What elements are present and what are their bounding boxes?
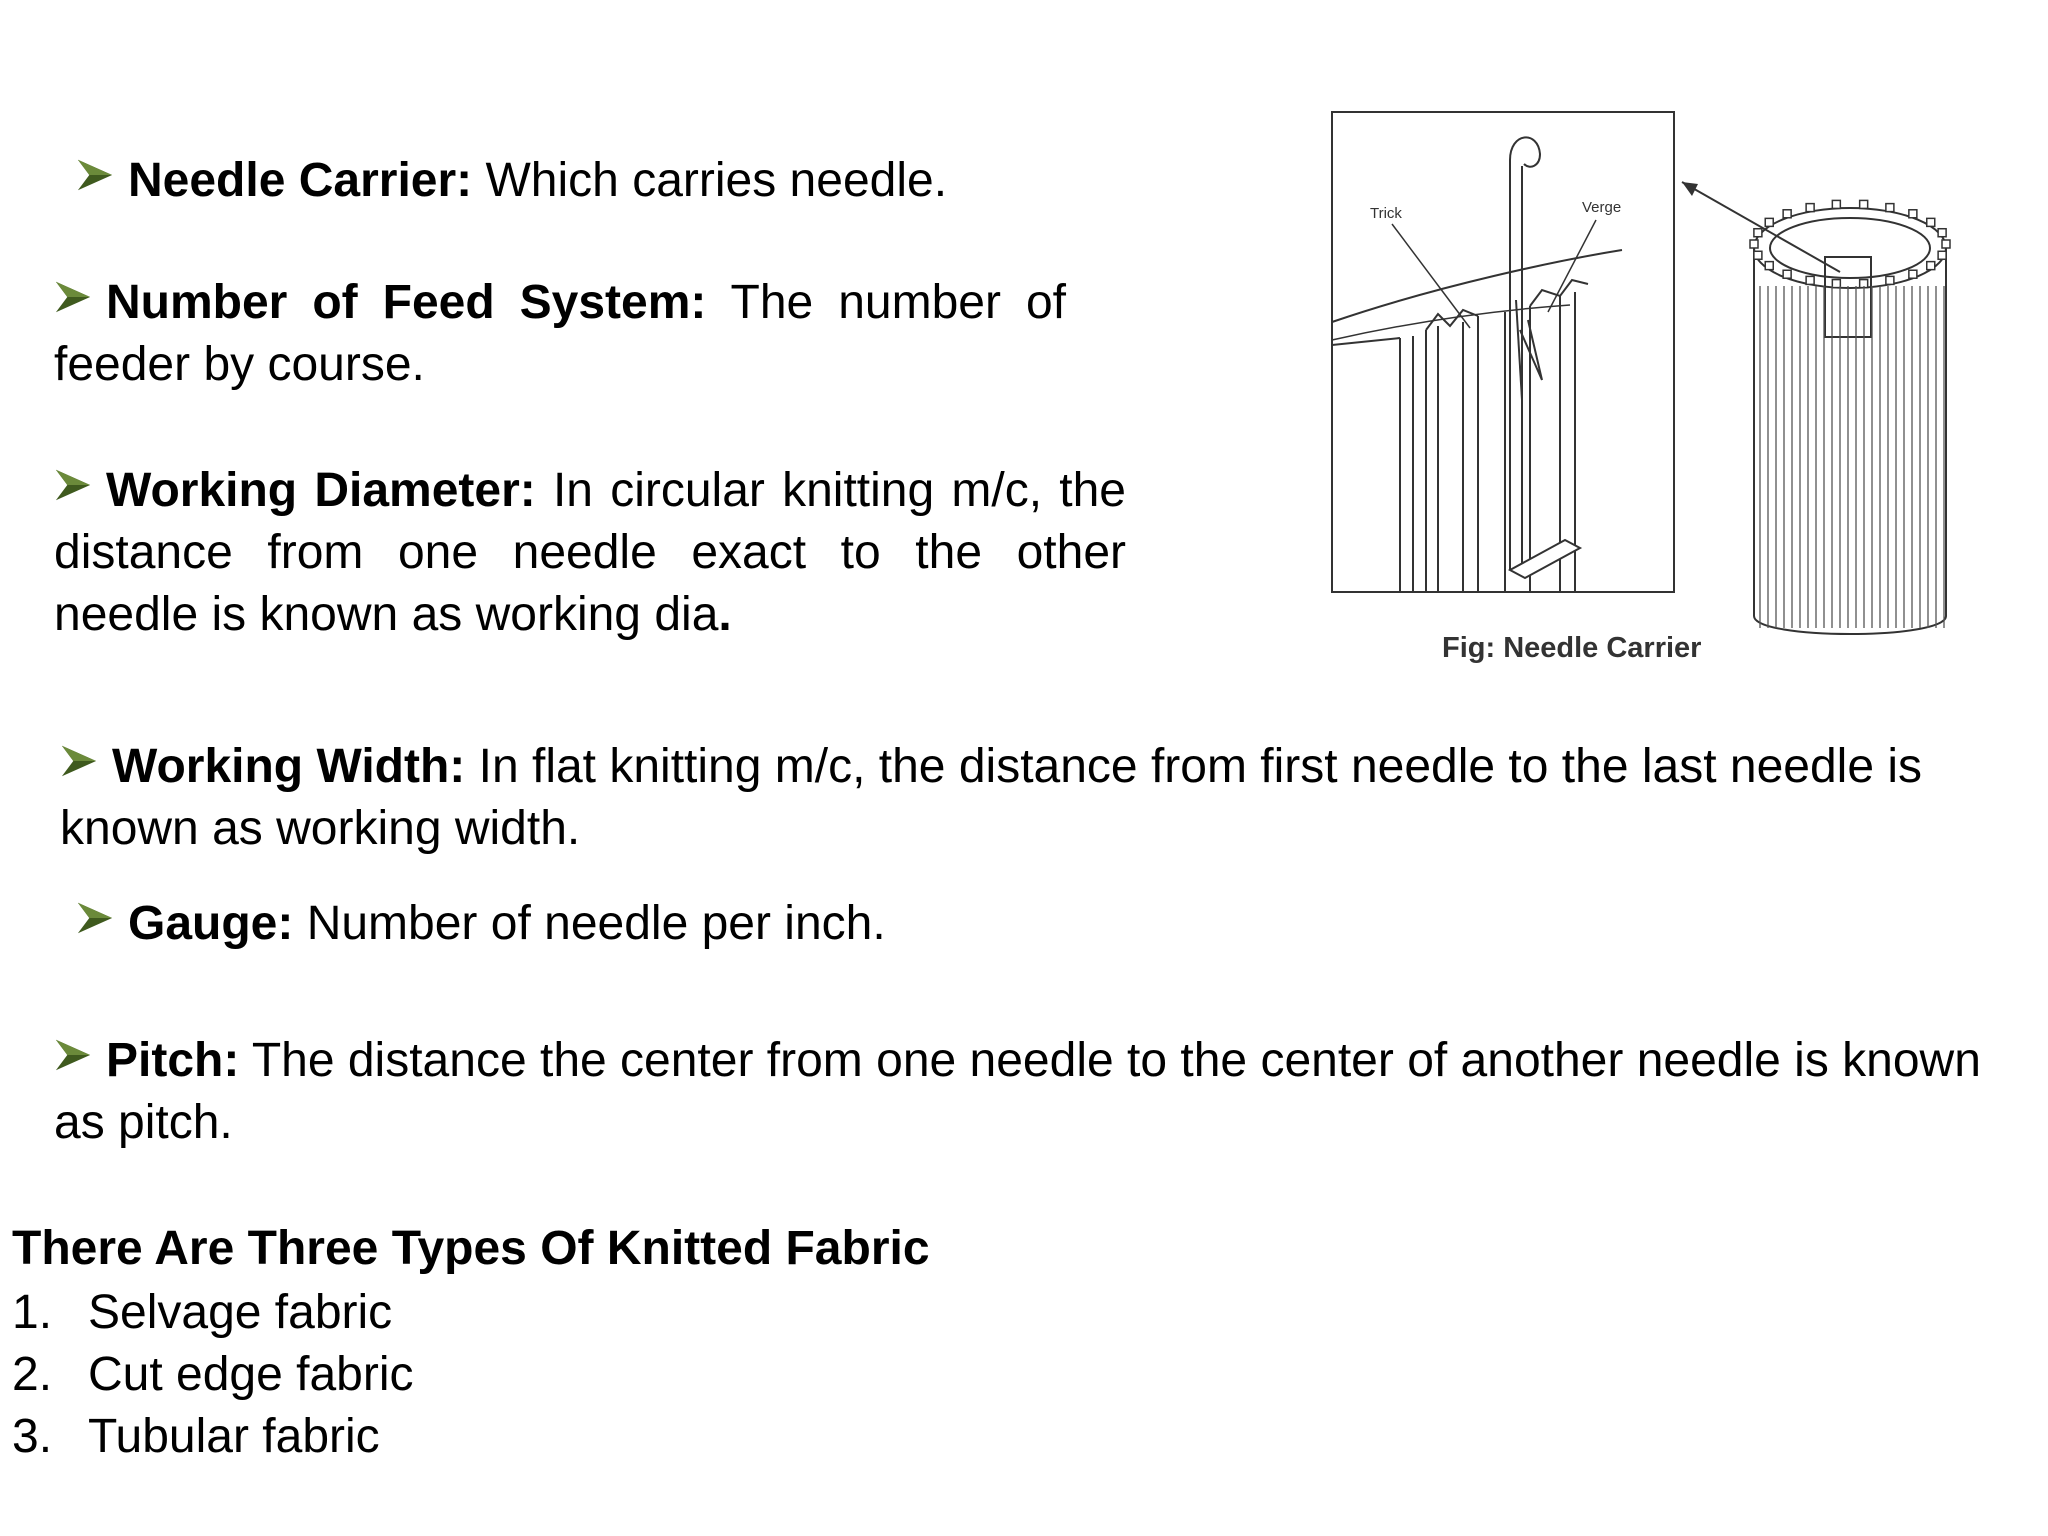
definition-pitch <box>54 1030 2014 1154</box>
definition-working-width <box>60 736 2040 860</box>
definition-term: Working Diameter: <box>106 464 536 517</box>
list-number: 2. <box>12 1348 53 1401</box>
types-heading: There Are Three Types Of Knitted Fabric <box>12 1222 930 1275</box>
definition-text: The distance the center from one needle to the center of another needle is known as pitch. <box>54 1034 1981 1149</box>
arrow-bullet-icon <box>76 899 114 937</box>
cylinder-tooth <box>1765 218 1773 226</box>
cylinder-tooth <box>1886 276 1894 284</box>
arrow-bullet-icon <box>54 1036 92 1074</box>
list-item <box>12 1282 414 1344</box>
definition-feed-system <box>54 272 1066 396</box>
cylinder-tooth <box>1938 229 1946 237</box>
definition-text: In circular knitting m/c, the distance from one needle exact to the other needle is known as working dia <box>54 464 1127 641</box>
cylinder-tooth <box>1909 270 1917 278</box>
list-label: Cut edge fabric <box>88 1348 414 1401</box>
arrow-bullet-icon <box>54 278 92 316</box>
definition-text: Number of needle per inch. <box>293 897 886 950</box>
cylinder-tooth <box>1927 262 1935 270</box>
definition-term: Working Width: <box>112 740 466 793</box>
cylinder-tooth <box>1860 200 1868 208</box>
arrow-bullet-icon <box>60 742 98 780</box>
cylinder-tooth <box>1832 200 1840 208</box>
definition-term: Needle Carrier: <box>128 154 473 207</box>
cylinder-tooth <box>1806 276 1814 284</box>
cylinder-tooth <box>1765 262 1773 270</box>
arrow-bullet-icon <box>54 466 92 504</box>
list-number: 3. <box>12 1410 53 1463</box>
definition-text: The number of feeder by course. <box>54 276 1066 391</box>
cylinder-tooth <box>1754 251 1762 259</box>
cylinder-tooth <box>1806 204 1814 212</box>
cylinder-tooth <box>1783 210 1791 218</box>
cylinder-tooth <box>1783 270 1791 278</box>
definition-term: Number of Feed System: <box>106 276 707 329</box>
cylinder-tooth <box>1750 240 1758 248</box>
cylinder-tooth <box>1942 240 1950 248</box>
figure-label-trick: Trick <box>1370 205 1402 222</box>
cylinder-tooth <box>1832 280 1840 288</box>
definition-text: Which carries needle. <box>472 154 948 207</box>
types-list <box>12 1282 414 1468</box>
cylinder-tooth <box>1927 218 1935 226</box>
definition-gauge <box>76 893 1276 955</box>
definition-working-diameter <box>54 460 1126 646</box>
list-number: 1. <box>12 1286 53 1339</box>
definition-term: Pitch: <box>106 1034 240 1087</box>
definition-text: In flat knitting m/c, the distance from first needle to the last needle is known as working width. <box>60 740 1923 855</box>
definition-needle-carrier <box>76 150 1076 212</box>
needle-carrier-figure <box>1320 100 2020 680</box>
definition-trailing-period: . <box>718 588 732 641</box>
list-label: Selvage fabric <box>88 1286 393 1339</box>
arrow-bullet-icon <box>76 156 114 194</box>
list-item <box>12 1406 414 1468</box>
figure-label-verge: Verge <box>1582 199 1622 216</box>
cylinder-tooth <box>1938 251 1946 259</box>
cylinder-tooth <box>1754 229 1762 237</box>
definition-term: Gauge: <box>128 897 294 950</box>
cylinder-tooth <box>1886 204 1894 212</box>
list-label: Tubular fabric <box>88 1410 380 1463</box>
cylinder-tooth <box>1909 210 1917 218</box>
figure-caption: Fig: Needle Carrier <box>1442 632 1702 664</box>
list-item <box>12 1344 414 1406</box>
